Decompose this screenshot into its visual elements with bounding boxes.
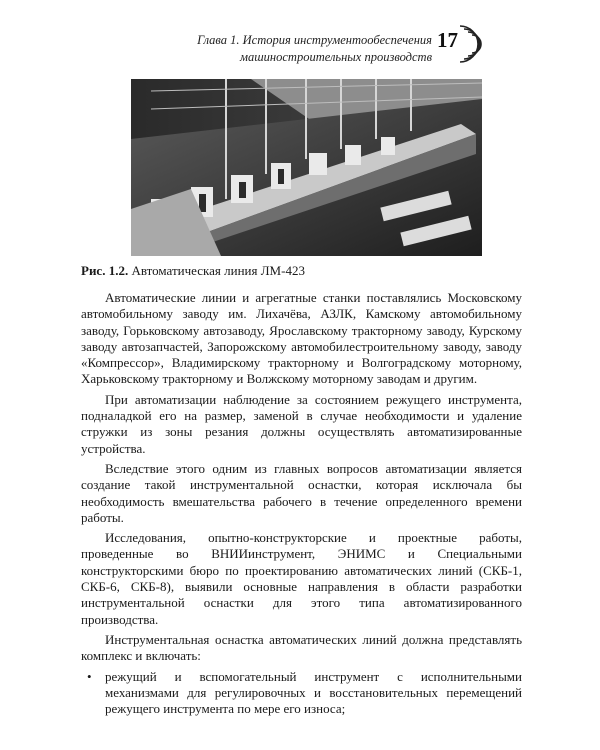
curved-lines-emblem-icon xyxy=(454,24,498,64)
paragraph: Вследствие этого одним из главных вопросов автоматизации является создание такой инструментальной оснастки, которая исключала бы необходимость вмешательства рабочего в течение определенного времени работы. xyxy=(81,460,522,525)
list-item xyxy=(81,669,522,718)
bullet-list xyxy=(81,669,522,718)
figure-caption xyxy=(81,262,305,280)
chapter-title-line-1: Глава 1. История инструментообеспечения xyxy=(197,33,432,47)
chapter-title-line-2: машиностроительных производств xyxy=(240,50,432,64)
page-number: 17 xyxy=(437,28,458,52)
paragraph: Автоматические линии и агрегатные станки поставлялись Московскому автомобильному заводу им. Лихачёва, АЗЛК, Камскому автомобильному заводу, Горьковскому автозаводу, Ярославскому тракторному заводу, Курскому заводу автозапчастей, Запорожскому автомобилестроительному заводу, заводу «Компрессор», Владимирскому тракторному и Волгоградскому моторному, Харьковскому тракторному и Волжскому моторному заводам и другим. xyxy=(81,290,522,387)
figure-label: Рис. 1.2. xyxy=(81,263,129,278)
list-item-text: режущий и вспомогательный инструмент с исполнительными механизмами для регулировочных и восстановительных перемещений режущего инструмента по мере его износа; xyxy=(105,668,522,717)
figure-photo-automatic-line xyxy=(131,79,482,256)
paragraph: Инструментальная оснастка автоматических линий должна представлять комплекс и включать: xyxy=(81,631,522,664)
paragraph: Исследования, опытно-конструкторские и проектные работы, проведенные во ВНИИинструмент, ЭНИМС и Специальными конструкторскими бюро по проектированию автоматических линий (СКБ-1, СКБ-6, СКБ-8), выявили основные направления в области разработки инструментальной оснастки для этого типа автоматизированного производства. xyxy=(81,530,522,627)
running-header xyxy=(170,32,432,66)
figure-caption-text: Автоматическая линия ЛМ-423 xyxy=(131,263,305,278)
bullet-mark: • xyxy=(87,668,92,684)
paragraph: При автоматизации наблюдение за состоянием режущего инструмента, подналадкой его на размер, заменой в случае необходимости и удаление стружки из зоны резания должны осуществлять автоматизированные устройства. xyxy=(81,391,522,456)
body-text xyxy=(81,290,522,717)
